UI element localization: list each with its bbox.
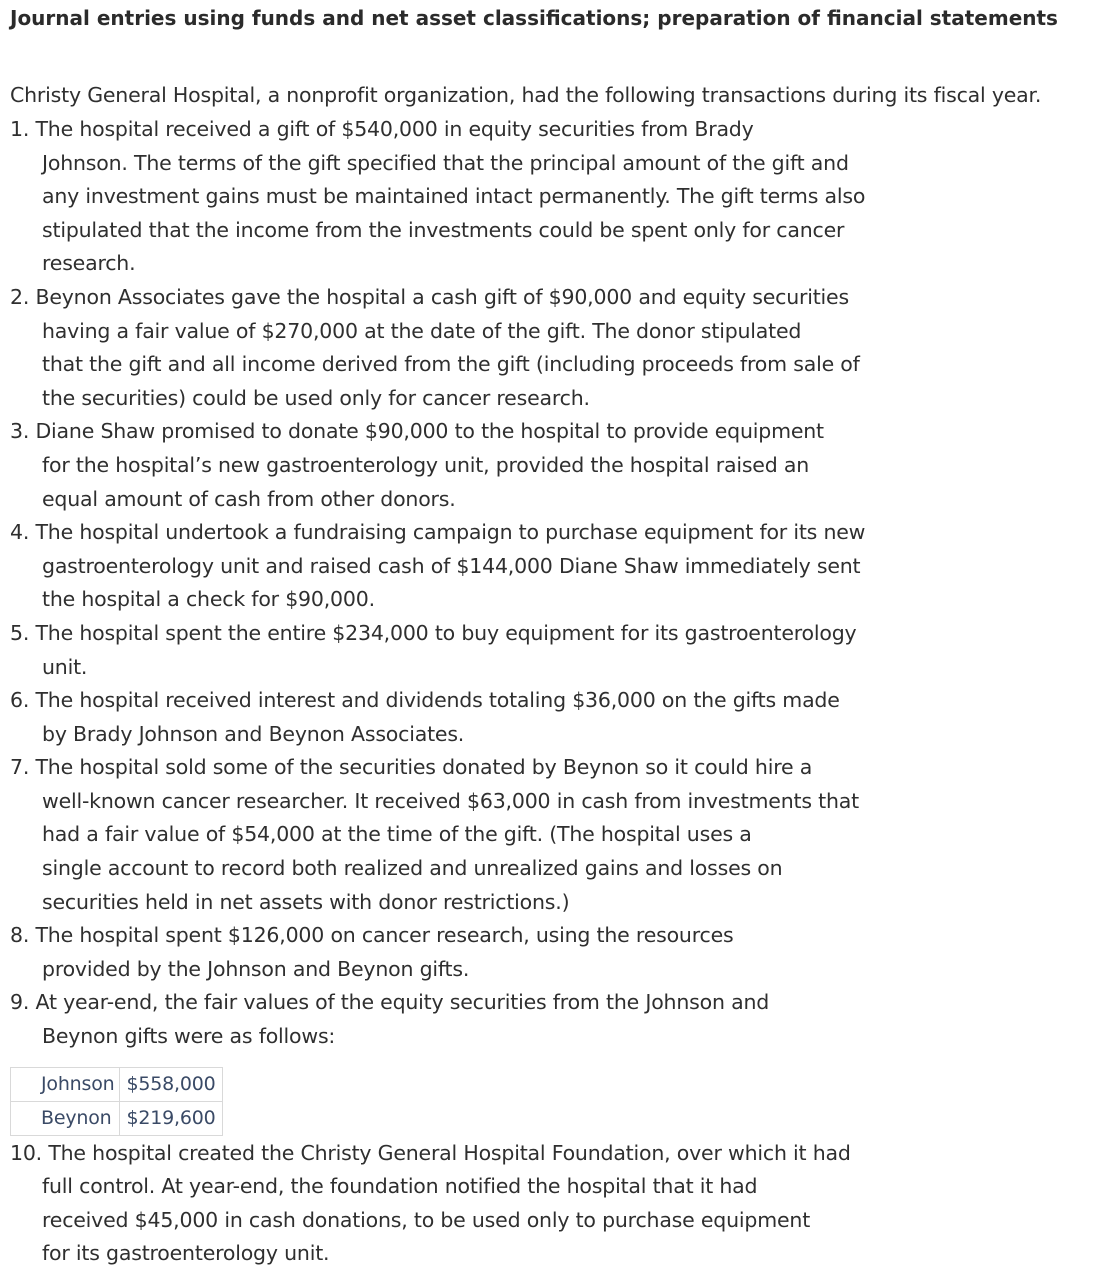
- fair-value-table: [10, 1067, 223, 1136]
- item-line: for the hospital’s new gastroenterology unit, provided the hospital raised an: [42, 452, 809, 477]
- transaction-item-7: [10, 754, 865, 922]
- table-row: [11, 1101, 223, 1135]
- transaction-item-8: [10, 922, 865, 989]
- item-line: provided by the Johnson and Beynon gifts.: [42, 956, 470, 981]
- item-line: equal amount of cash from other donors.: [42, 486, 456, 511]
- page-title: Journal entries using funds and net asset classifications; preparation of financial statements: [10, 6, 1058, 30]
- item-line: for its gastroenterology unit.: [42, 1241, 330, 1266]
- table-row: [11, 1067, 223, 1101]
- item-line: unit.: [42, 654, 88, 679]
- item-line: the securities) could be used only for cancer research.: [42, 385, 590, 410]
- item-line: gastroenterology unit and raised cash of $144,000 Diane Shaw immediately sent: [42, 553, 861, 578]
- transaction-item-5: [10, 620, 865, 687]
- item-line: the hospital a check for $90,000.: [42, 587, 375, 612]
- item-line: 1. The hospital received a gift of $540,000 in equity securities from Brady: [10, 117, 754, 141]
- item-line: research.: [42, 251, 136, 276]
- transaction-item-2: [10, 284, 865, 418]
- table-cell-value: $558,000: [120, 1067, 222, 1101]
- item-line: 6. The hospital received interest and dividends totaling $36,000 on the gifts made: [10, 688, 840, 713]
- intro-paragraph: Christy General Hospital, a nonprofit organization, had the following transactions during its fiscal year.: [10, 83, 1042, 107]
- transaction-item-3: [10, 418, 865, 519]
- transaction-item-1: [10, 116, 865, 284]
- item-line: 3. Diane Shaw promised to donate $90,000 to the hospital to provide equipment: [10, 419, 824, 444]
- item-line: 7. The hospital sold some of the securities donated by Beynon so it could hire a: [10, 755, 813, 780]
- item-line: that the gift and all income derived from the gift (including proceeds from sale of: [42, 352, 860, 377]
- item-line: Johnson. The terms of the gift specified that the principal amount of the gift and: [42, 150, 849, 175]
- transaction-item-9: [10, 989, 865, 1135]
- item-line: full control. At year-end, the foundation notified the hospital that it had: [42, 1174, 758, 1199]
- item-line: having a fair value of $270,000 at the date of the gift. The donor stipulated: [42, 318, 802, 343]
- transaction-item-6: [10, 687, 865, 754]
- item-line: well-known cancer researcher. It received $63,000 in cash from investments that: [42, 788, 859, 813]
- item-line: any investment gains must be maintained intact permanently. The gift terms also: [42, 184, 866, 209]
- table-cell-name: Beynon: [11, 1101, 120, 1135]
- item-line: stipulated that the income from the investments could be spent only for cancer: [42, 217, 845, 242]
- item-line: 8. The hospital spent $126,000 on cancer research, using the resources: [10, 923, 734, 948]
- item-line: 9. At year-end, the fair values of the equity securities from the Johnson and: [10, 990, 770, 1015]
- item-line: securities held in net assets with donor restrictions.): [42, 889, 570, 914]
- item-line: 2. Beynon Associates gave the hospital a cash gift of $90,000 and equity securities: [10, 284, 849, 309]
- table-cell-value: $219,600: [120, 1101, 222, 1135]
- item-line: single account to record both realized and unrealized gains and losses on: [42, 856, 783, 881]
- transaction-item-10: [10, 1140, 865, 1274]
- transaction-item-4: [10, 519, 865, 620]
- transaction-list: [10, 116, 865, 1274]
- item-line: Beynon gifts were as follows:: [42, 1024, 336, 1049]
- item-line: had a fair value of $54,000 at the time of the gift. (The hospital uses a: [42, 822, 752, 847]
- item-line: by Brady Johnson and Beynon Associates.: [42, 721, 465, 746]
- item-line: 4. The hospital undertook a fundraising campaign to purchase equipment for its new: [10, 520, 866, 545]
- item-line: 5. The hospital spent the entire $234,000 to buy equipment for its gastroenterology: [10, 620, 857, 645]
- item-line: 10. The hospital created the Christy General Hospital Foundation, over which it had: [10, 1140, 851, 1165]
- item-line: received $45,000 in cash donations, to be used only to purchase equipment: [42, 1207, 811, 1232]
- table-cell-name: Johnson: [11, 1067, 120, 1101]
